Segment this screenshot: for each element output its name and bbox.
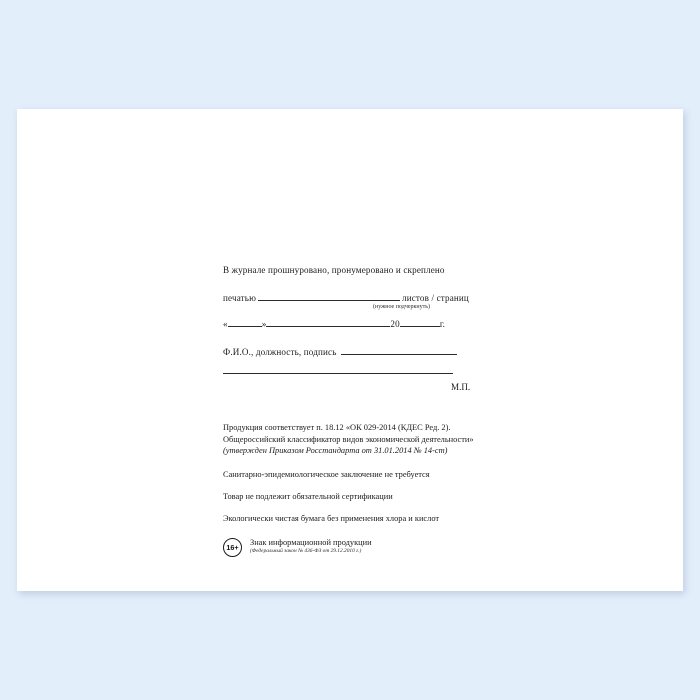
year-prefix: 20 <box>390 319 400 329</box>
age-rating-icon: 16+ <box>223 538 242 557</box>
fio-fill-line <box>341 346 457 355</box>
compliance-line-3: (утвержден Приказом Росстандарта от 31.01.2014 № 14-ст) <box>223 446 448 455</box>
journal-statement: В журнале прошнуровано, пронумеровано и скреплено <box>223 265 445 275</box>
day-fill-line <box>228 318 262 327</box>
year-suffix: г. <box>439 319 446 329</box>
date-quote-open: « <box>223 319 228 329</box>
mp-label: М.П. <box>451 382 471 392</box>
age-mark-row <box>223 538 643 557</box>
statement-eco-paper: Экологически чистая бумага без применения хлора и кислот <box>223 513 440 523</box>
seal-label: печатью <box>223 293 257 303</box>
date-quote-close: » <box>261 319 267 329</box>
sheets-label: листов / страниц <box>402 293 469 303</box>
month-fill-line <box>266 318 390 327</box>
fio-row <box>223 346 643 357</box>
statement-sanitary: Санитарно-эпидемиологическое заключение не требуется <box>223 469 430 479</box>
document-sheet <box>17 109 683 591</box>
seal-fill-line <box>258 292 400 301</box>
age-mark-title: Знак информационной продукции <box>250 537 372 547</box>
age-mark-text <box>250 538 372 557</box>
year-fill-line <box>400 318 440 327</box>
age-mark-subtitle: (Федеральный закон № 436-ФЗ от 29.12.2010 г.) <box>250 548 362 554</box>
compliance-line-1: Продукция соответствует п. 18.12 «ОК 029-2014 (КДЕС Ред. 2). <box>223 423 451 432</box>
date-row <box>223 318 643 329</box>
underline-note: (нужное подчеркнуть) <box>373 304 430 310</box>
seal-sheets-row <box>223 292 643 303</box>
compliance-block <box>223 422 643 457</box>
fio-label: Ф.И.О., должность, подпись <box>223 347 337 357</box>
compliance-line-2: Общероссийский классификатор видов экономической деятельности» <box>223 434 474 444</box>
statement-certification: Товар не подлежит обязательной сертификации <box>223 491 393 501</box>
document-content <box>223 265 643 557</box>
